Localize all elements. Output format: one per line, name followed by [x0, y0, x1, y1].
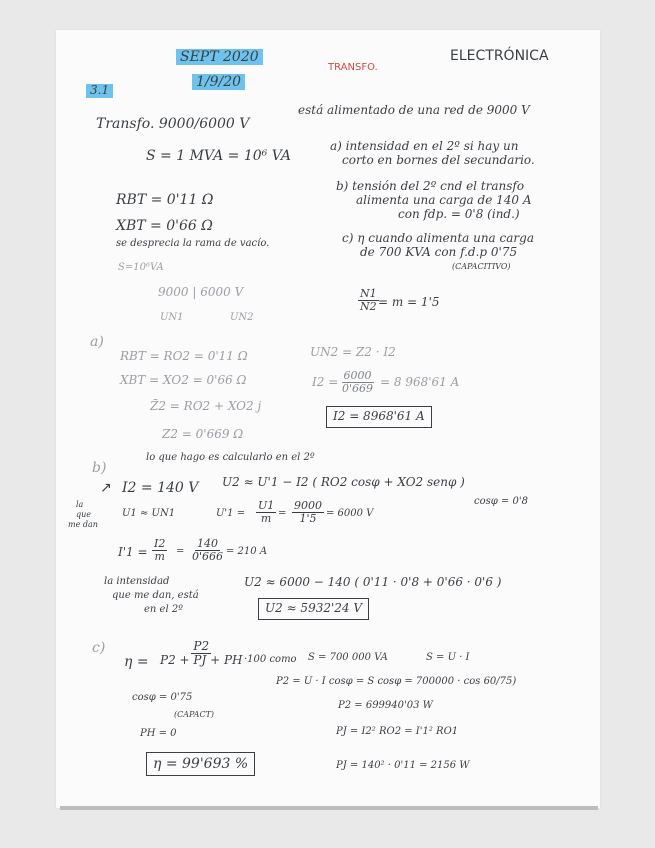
part-c-s-value: S = 700 000 VA [308, 652, 388, 663]
part-b-eq-sign-2: = [176, 546, 185, 557]
part-a-i2-rhs: = 8 968'61 A [380, 375, 460, 389]
question-c-line2: de 700 KVA con f.d.p 0'75 [360, 245, 518, 259]
part-b-main-equation: U2 ≈ U'1 − I2 ( RO2 cosφ + XO2 senφ ) [222, 475, 465, 489]
intensity-note-2: que me dan, está [112, 590, 199, 601]
intensity-note-1: la intensidad [104, 576, 170, 587]
question-a-line1: a) intensidad en el 2º si hay un [330, 139, 519, 153]
part-c-p2-value: P2 = 699940'03 W [338, 700, 433, 711]
question-b-line1: b) tensión del 2º cnd el transfo [336, 179, 525, 193]
xbt-value: XBT = 0'66 Ω [116, 218, 213, 234]
un1-label: UN1 [160, 312, 184, 323]
part-c-capacitive: (CAPACT) [174, 710, 215, 719]
part-b-u1p-lhs: U'1 = [216, 508, 246, 519]
part-b-i1p-frac2 [190, 538, 225, 563]
part-b-u1p-frac2 [292, 500, 324, 525]
turns-ratio-value: = m = 1'5 [378, 295, 440, 309]
turns-ratio-fraction [358, 288, 379, 313]
part-c-ph: PH = 0 [140, 728, 177, 739]
date-handwritten: 1/9/20 [192, 74, 245, 90]
part-c-eta-tail: ·100 como [244, 654, 297, 665]
part-b-note: lo que hago es calcularlo en el 2º [146, 452, 315, 463]
date-sept-2020: SEPT 2020 [176, 49, 263, 65]
part-c-eta-den: P2 + PJ + PH [160, 653, 243, 668]
feed-voltage: está alimentado de una red de 9000 V [298, 103, 530, 117]
part-b-i2: I2 = 140 V [122, 480, 199, 496]
part-b-u1p-num2: 9000 [294, 499, 322, 512]
part-c-s-formula: S = U · I [426, 652, 470, 663]
part-c-pj-value: PJ = 140² · 0'11 = 2156 W [336, 760, 470, 771]
part-b-i1p-num2: 140 [197, 537, 219, 550]
question-b-line3: con fdp. = 0'8 (ind.) [398, 207, 520, 221]
question-c-line1: c) η cuando alimenta una carga [342, 231, 534, 245]
part-c-eta-num: P2 [193, 639, 210, 653]
part-a-result-box: I2 = 8968'61 A [326, 406, 432, 428]
question-a-line2: corto en bornes del secundario. [342, 153, 535, 167]
part-b-u2-calc: U2 ≈ 6000 − 140 ( 0'11 · 0'8 + 0'66 · 0'6 ) [244, 575, 502, 589]
part-b-i1p-frac1 [152, 538, 167, 563]
part-b-eq-sign-1: = [278, 508, 287, 519]
turns-ratio-num: N1 [360, 287, 377, 300]
question-b-line2: alimenta una carga de 140 A [356, 193, 532, 207]
part-a-i2-num: 6000 [343, 369, 372, 382]
part-a-label: a) [90, 334, 104, 350]
part-c-cos: cosφ = 0'75 [132, 692, 193, 703]
transformer-rating: Transfo. 9000/6000 V [96, 116, 250, 132]
power-faint: S=10⁶VA [118, 262, 164, 273]
part-a-z2: Z̄2 = RO2 + XO2 j [150, 399, 262, 413]
part-a-un2: UN2 = Z2 · I2 [310, 345, 396, 359]
part-b-i1p-rhs: = 210 A [226, 546, 268, 557]
side-note-1: la [76, 500, 84, 509]
part-a-i2-den: 0'669 [342, 382, 374, 396]
topic-title: TRANSFO. [328, 62, 378, 73]
part-a-i2-lhs: I2 = [312, 375, 339, 389]
un2-label: UN2 [230, 312, 254, 323]
apparent-power: S = 1 MVA = 10⁶ VA [146, 148, 291, 164]
part-c-label: c) [92, 640, 106, 656]
intensity-note-3: en el 2º [144, 604, 183, 615]
part-b-u1p-rhs: = 6000 V [326, 508, 374, 519]
arrow-icon: ↗ [100, 480, 112, 496]
part-c-p2-line: P2 = U · I cosφ = S cosφ = 700000 · cos 60/75) [276, 676, 517, 687]
voltage-line-faint: 9000 | 6000 V [158, 285, 244, 299]
question-c-line3: (CAPACITIVO) [452, 262, 511, 271]
part-a-rbt: RBT = RO2 = 0'11 Ω [120, 349, 248, 363]
part-c-pj-line: PJ = I2² RO2 = I'1² RO1 [336, 726, 459, 737]
subject-title: ELECTRÓNICA [450, 48, 549, 64]
side-note-2: que [76, 510, 92, 519]
part-b-i1p-den2: 0'666 [192, 550, 224, 564]
part-b-i1p-den: m [154, 550, 165, 564]
part-b-cosphi: cosφ = 0'8 [474, 496, 528, 507]
part-b-u1: U1 ≈ UN1 [122, 508, 176, 519]
rbt-value: RBT = 0'11 Ω [116, 192, 214, 208]
part-c-eta: η = [124, 654, 149, 670]
part-b-u1p-den2: 1'5 [299, 512, 317, 526]
part-c-eta-fraction [158, 640, 245, 667]
page-bottom-edge [60, 806, 598, 810]
problem-number: 3.1 [86, 84, 113, 98]
part-a-z2-mag: Z2 = 0'669 Ω [162, 427, 244, 441]
turns-ratio-den: N2 [360, 300, 377, 314]
neglect-note: se desprecia la rama de vacío. [116, 238, 270, 249]
part-b-label: b) [92, 460, 107, 476]
part-b-result-box: U2 ≈ 5932'24 V [258, 598, 369, 620]
part-a-xbt: XBT = XO2 = 0'66 Ω [120, 373, 247, 387]
part-a-i2-fraction [340, 370, 375, 395]
part-b-u1p-frac1 [256, 500, 276, 525]
part-b-u1p-den: m [260, 512, 272, 526]
part-b-i1p-lhs: I'1 = [118, 545, 148, 559]
part-b-i1p-num: I2 [154, 537, 166, 550]
part-c-result-box: η = 99'693 % [146, 752, 255, 776]
side-note-3: me dan [68, 520, 98, 529]
part-b-u1p-num: U1 [258, 499, 275, 512]
